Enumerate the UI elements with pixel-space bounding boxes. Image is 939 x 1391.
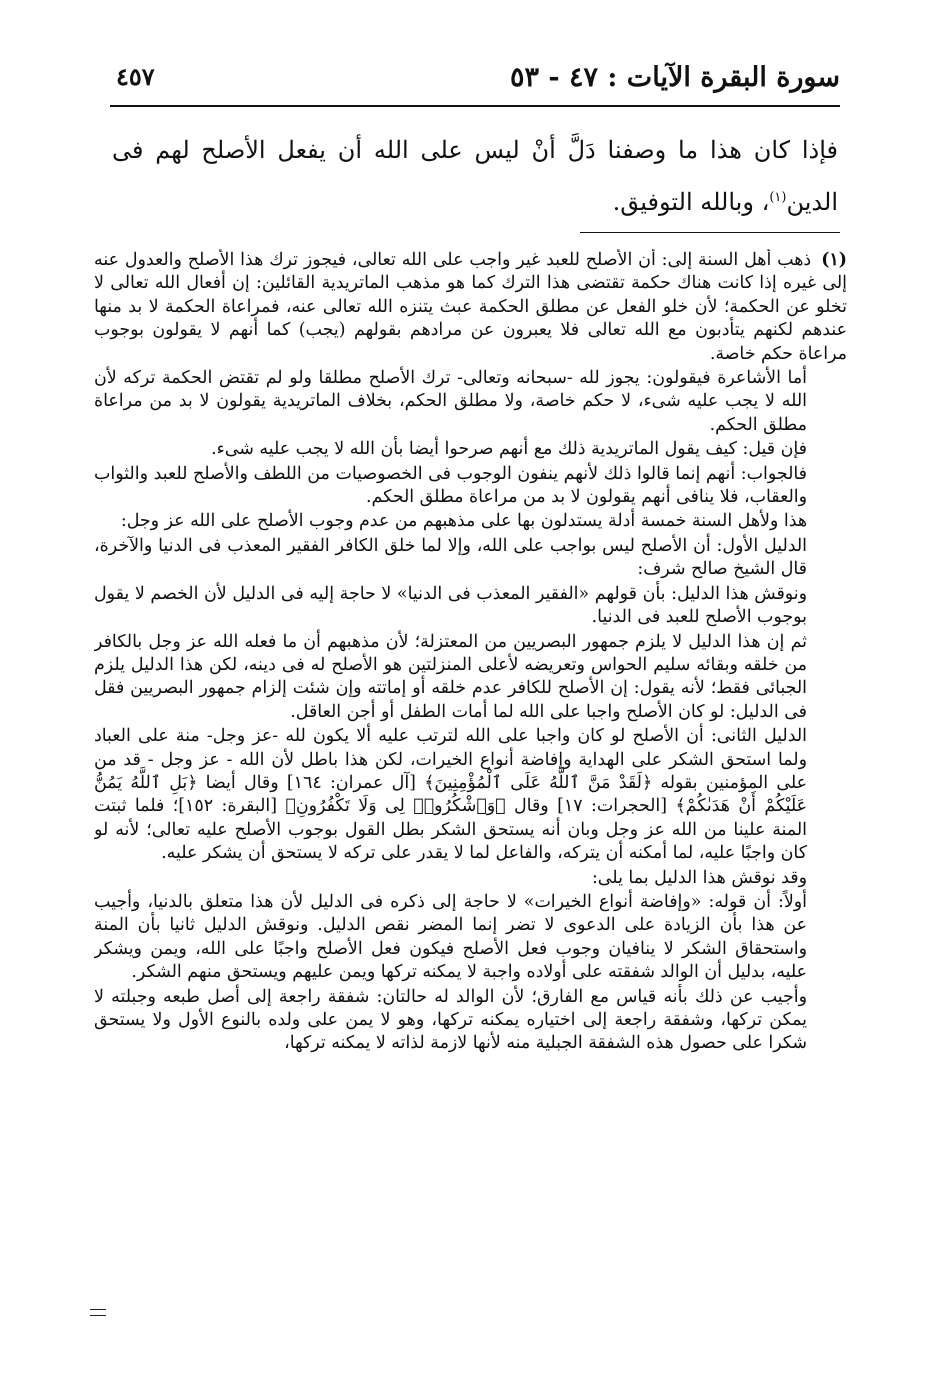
footnote-paragraph: أولاً: أن قوله: «وإفاضة أنواع الخيرات» لا حاجة إلى ذكره فى الدليل لأن هذا متعلق بالدنيا، وأجيب عن هذا بأن الزيادة على الدعوى لا تضر إنما المضر نقص الدليل. ونوقش الدليل ثانيا بأن المنة واستحقاق الشكر لا ينافيان وجوب فعل الأصلح فيكون فعل الأصلح واجبًا على الله، ويمن ويشكر عليه، بدليل أن الوالد شفقته على أولاده واجبة لا يمكنه تركها ويمن عليهم ويستحق منهم الشكر. [94, 891, 807, 983]
header-title: سورة البقرة الآيات : ٤٧ - ٥٣ [509, 62, 840, 93]
footnote-reference: (١) [769, 190, 787, 205]
footnote-paragraph: وقد نوقش هذا الدليل بما يلى: [591, 867, 807, 888]
footnote-paragraph: هذا ولأهل السنة خمسة أدلة يستدلون بها على مذهبهم من عدم وجوب الأصلح على الله عز وجل: [120, 511, 807, 532]
footnote-block [94, 249, 847, 1319]
main-text [112, 126, 838, 226]
header-rule [110, 105, 840, 107]
footnote-paragraph: وأجيب عن ذلك بأنه قياس مع الفارق؛ لأن الوالد له حالتان: شفقة راجعة إلى أصل طبعه وجبلته لا يمكن تركها، وشفقة راجعة إلى اختياره يمكنه تركها، وهو لا يمن على ولده بالنوع الأول ولا يستحق شكرا على حصول هذه الشفقة الجبلية منه لأنها لازمة لذاته لا يمكنه تركها، [94, 986, 807, 1054]
main-text-start: فإذا كان هذا ما وصفنا دَلَّ أنْ ليس على الله أن يفعل الأصلح لهم فى الدين [112, 136, 838, 216]
running-header [110, 58, 840, 100]
footnote-paragraph: الدليل الأول: أن الأصلح ليس بواجب على الله، وإلا لما خلق الكافر الفقير المعذب فى الدنيا والآخرة، قال الشيخ صالح شرف: [94, 535, 807, 580]
footnote-paragraph: فإن قيل: كيف يقول الماتريدية ذلك مع أنهم صرحوا أيضا بأن الله لا يجب عليه شىء. [211, 439, 807, 460]
footnote-paragraph: (١)ذهب أهل السنة إلى: أن الأصلح للعبد غير واجب على الله تعالى، فيجوز ترك هذا الأصلح والعدول عنه إلى غيره إذا كانت هناك حكمة تقتضى هذا الترك كما هو مذهب الماتريدية القائلين: إن أفعال الله تعالى لا تخلو عن الحكمة؛ لأن خلو الفعل عن مطلق الحكمة عبث يتنزه الله تعالى عنه، فمراعاة الحكمة لا بد منها عندهم لكنهم يتأدبون مع الله تعالى فلا يعبرون عن مرادهم بقولهم (يجب) كما أنهم لا يقولون بوجوب مراعاة حكم خاصة. [94, 250, 847, 364]
main-paragraph [112, 126, 838, 226]
footnote-paragraph: الدليل الثانى: أن الأصلح لو كان واجبا على الله لترتب عليه ألا يكون لله -عز وجل- منة على العباد ولما استحق الشكر على الهداية وإفاضة أنواع الخيرات، لكن هذا باطل لأن الله - عز وجل - قد من على المؤمنين بقوله ﴿لَقَدْ مَنَّ ٱللَّهُ عَلَى ٱلْمُؤْمِنِينَ﴾ [آل عمران: ١٦٤] وقال أيضا ﴿بَلِ ٱللَّهُ يَمُنُّ عَلَيْكُمْ أَنْ هَدَىٰكُمْ﴾ [الحجرات: ١٧] وقال ﴿وَٱشْكُرُوا۟ لِى وَلَا تَكْفُرُونِ﴾ [البقرة: ١٥٢]؛ فلما ثبتت المنة علينا من الله عز وجل وبان أنه يستحق الشكر بطل القول بوجوب الأصلح عليه تعالى؛ لأنه لو كان واجبًا عليه، لما أمكنه أن يتركه، والفاعل لما لا يقدر على تركه لا يستحق أن يشكر عليه. [94, 726, 807, 864]
footnote-number: (١) [821, 250, 847, 270]
margin-mark [90, 1309, 106, 1316]
footnote-paragraph: فالجواب: أنهم إنما قالوا ذلك لأنهم ينفون الوجوب فى الخصوصيات من اللطف والأصلح للعبد والثواب والعقاب، فلا ينافى أنهم يقولون لا بد من مراعاة مطلق الحكم. [94, 463, 807, 508]
page-number: ٤٥٧ [116, 62, 155, 91]
main-text-end: ، وبالله التوفيق. [612, 188, 770, 216]
footnote-paragraph: ونوقش هذا الدليل: بأن قولهم «الفقير المعذب فى الدنيا» لا حاجة إليه فى الدليل لأن الخصم لا يقول بوجوب الأصلح للعبد فى الدنيا. [94, 583, 807, 628]
footnote-separator [580, 232, 840, 233]
footnote-paragraph: ثم إن هذا الدليل لا يلزم جمهور البصريين من المعتزلة؛ لأن مذهبهم أن ما فعله الله عز وجل بالكافر من خلقه وبقائه سليم الحواس وتعريضه لأعلى المنزلتين هو الأصلح له فى دينه، لكن هذا الدليل يلزم الجبائى فقط؛ لأنه يقول: إن الأصلح للكافر عدم خلقه أو إماتته وإن شئت إلزام جمهور البصريين فقل فى الدليل: لو كان الأصلح واجبا على الله لما أمات الطفل أو أجن العاقل. [94, 631, 807, 722]
footnote-paragraph: أما الأشاعرة فيقولون: يجوز لله -سبحانه وتعالى- ترك الأصلح مطلقا ولو لم تقتض الحكمة تركه لأن الله لا يجب عليه شىء، لا حكم خاصة، ولا مطلق الحكم، بخلاف الماتريدية يقولون لا بد من مراعاة مطلق الحكم. [94, 368, 807, 435]
